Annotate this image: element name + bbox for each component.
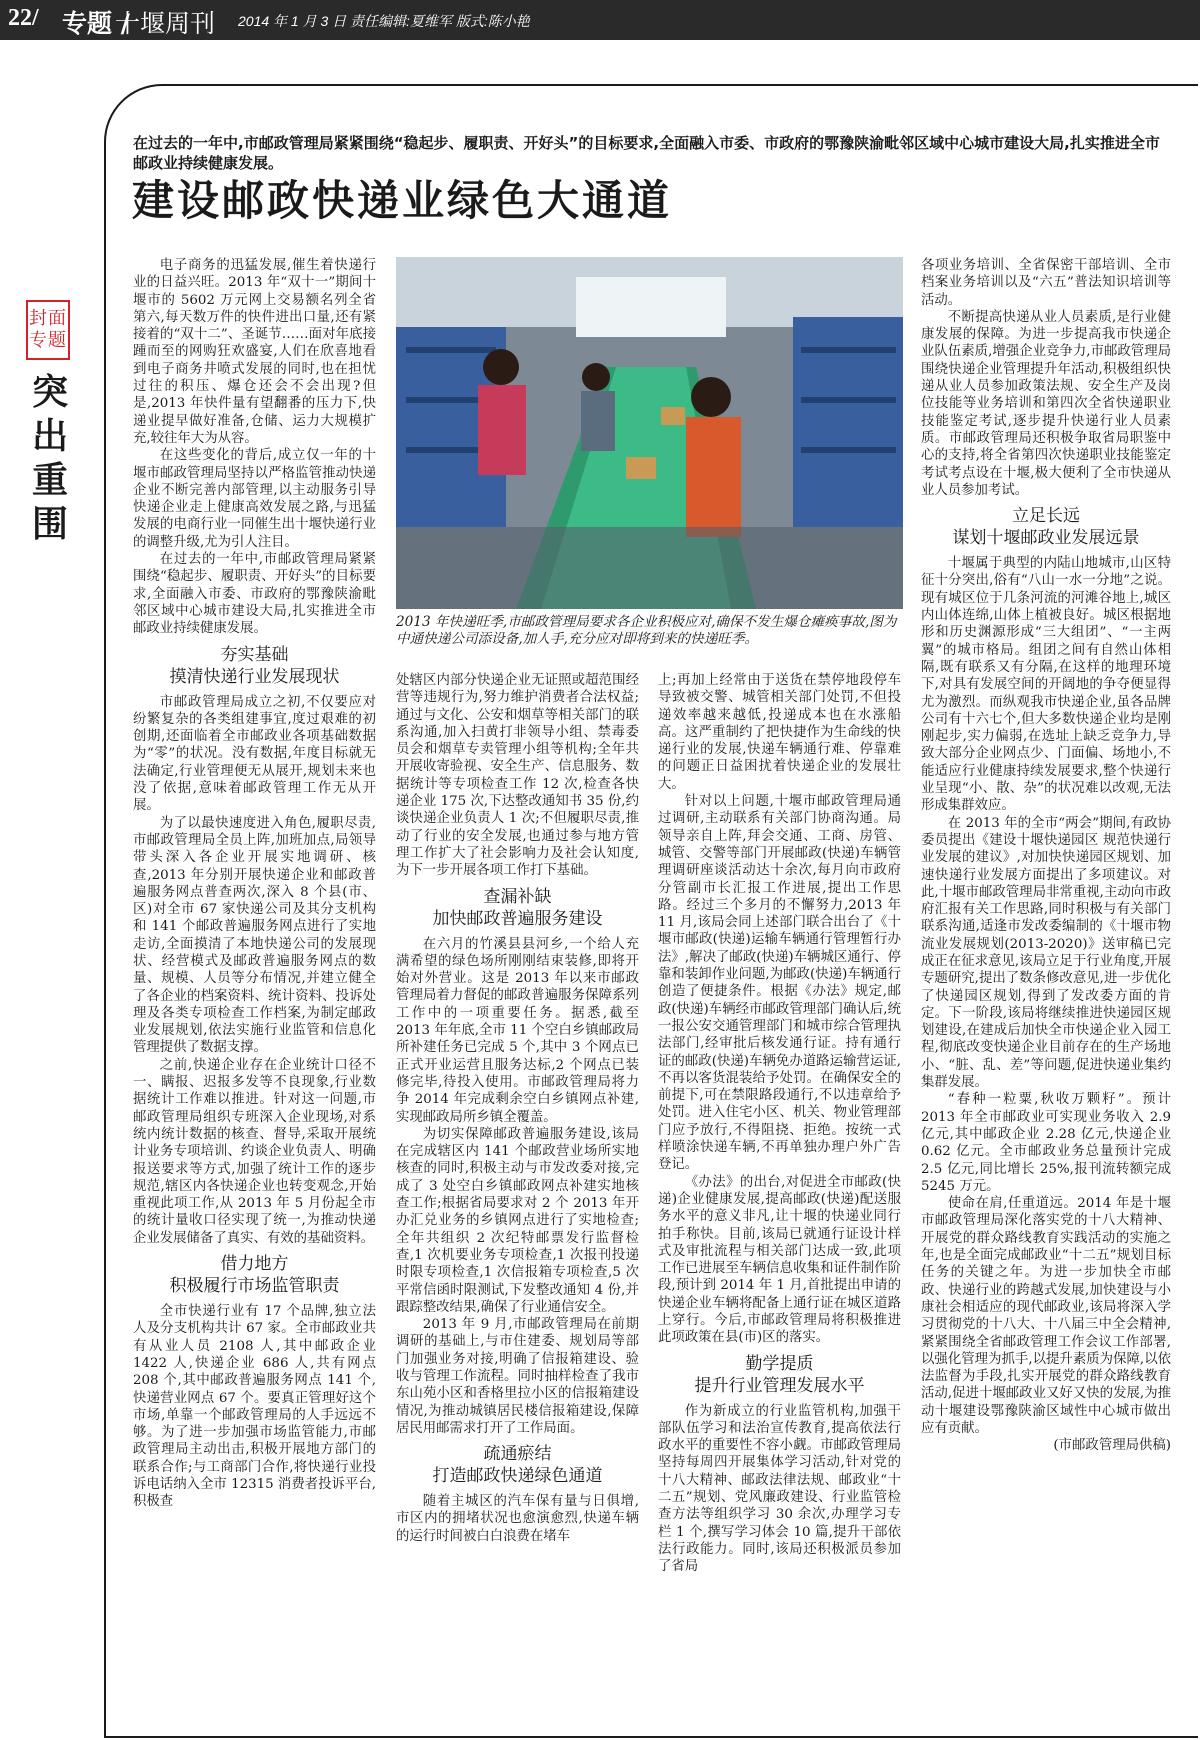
subheading-line-1: 立足长远	[1012, 506, 1080, 527]
paragraph: 全市快递行业有 17 个品牌,独立法人及分支机构共计 67 家。全市邮政业共有从业人员 2108 人,其中邮政企业 1422 人,快递企业 686 人,共有网点 208 个,其中邮政普遍服务网点 141 个,快递营业网点 67 个。要真正管理好这个市场,单靠一个邮政管理局的人手远远不够。为了进一步加强市场监管能力,市邮政管理局主动出击,积极开展地方部门的联系合作;与工商部门合作,将快递行业投诉电话纳入全市 12315 消费者投诉平台,积极查	[133, 1304, 376, 1510]
article-headline: 建设邮政快递业绿色大通道	[132, 176, 673, 225]
section-subheading	[921, 505, 1171, 549]
issue-info: 2014 年 1 月 3 日 责任编辑:夏维军 版式:陈小艳	[238, 13, 530, 29]
page-number: 22/	[8, 5, 39, 31]
page-header	[0, 0, 1200, 40]
warehouse-illustration	[396, 257, 903, 609]
section-subheading	[133, 644, 376, 688]
paragraph: 在这些变化的背后,成立仅一年的十堰市邮政管理局坚持以严格监管推动快递企业不断完善内部管理,以主动服务引导快递企业走上健康高效发展之路,与迅猛发展的电商行业一同催生出十堰快递行业的调整升级,尤为引人注目。	[133, 448, 376, 550]
article-lead: 在过去的一年中,市邮政管理局紧紧围绕“稳起步、履职责、开好头”的目标要求,全面融入市委、市政府的鄂豫陕渝毗邻区域中心城市建设大局,扎实推进全市邮政业持续健康发展。	[133, 134, 1160, 172]
paragraph: 市邮政管理局成立之初,不仅要应对纷繁复杂的各类组建事宜,度过艰难的初创期,还面临着全市邮政业各项基础数据为“零”的状况。没有数据,年度目标就无法确定,行业管理便无从展开,规划未来也没了依据,意味着邮政管理工作无从开展。	[133, 694, 376, 814]
paragraph: 2013 年 9 月,市邮政管理局在前期调研的基础上,与市住建委、规划局等部门加强业务对接,明确了信报箱建设、验收与管理工作流程。同时抽样检查了我市东山苑小区和香格里拉小区的信报箱建设情况,为推动城镇居民楼信报箱建设,保障居民用邮需求打开了工作局面。	[396, 1317, 639, 1436]
paragraph: 作为新成立的行业监管机构,加强干部队伍学习和法治宣传教育,提高依法行政水平的重要性不容小觑。市邮政管理局坚持每周四开展集体学习活动,针对党的十八大精神、邮政法律法规、邮政业“十二五”规划、党风廉政建设、行业监管检查方法等组织学习 30 余次,办理学习专栏 1 个,撰写学习体会 10 篇,提升干部依法行政能力。同时,该局还积极派员参加了省局	[658, 1403, 901, 1575]
article-column-3	[658, 672, 901, 1727]
subheading-line-2: 打造邮政快递绿色通道	[432, 1466, 603, 1487]
section-subheading	[133, 1253, 376, 1297]
section-subheading	[658, 1353, 901, 1397]
paragraph: 在过去的一年中,市邮政管理局紧紧围绕“稳起步、履职责、开好头”的目标要求,全面融入市委、市政府的鄂豫陕渝毗邻区域中心城市建设大局,扎实推进全市邮政业持续健康发展。	[133, 552, 376, 637]
warehouse-photo	[396, 257, 903, 609]
paragraph: 处辖区内部分快递企业无证照或超范围经营等违规行为,努力维护消费者合法权益;通过与文化、公安和烟草等相关部门的联系沟通,加入扫黄打非领导小组、禁毒委员会和烟草专卖管理小组等机构;全年共开展收寄验视、安全生产、信息服务、数据统计等专项检查工作 12 次,检查各快递企业 175 次,下达整改通知书 35 份,约谈快递企业负责人 1 次;不但履职尽责,推动了行业的安全发展,也通过参与地方管理工作扩大了社会影响力及社会认知度,为下一步开展各项工作打下基础。	[396, 673, 639, 879]
section-name: 专题 /	[62, 9, 130, 38]
paragraph: 针对以上问题,十堰市邮政管理局通过调研,主动联系有关部门协商沟通。局领导亲自上阵,拜会交通、工商、房管、城管、交警等部门开展邮政(快递)车辆管理调研座谈活动达十余次,每月向市政府分管副市长汇报工作进展,提出工作思路。经过三个多月的不懈努力,2013 年 11 月,该局会同上述部门联合出台了《十堰市邮政(快递)运输车辆通行管理暂行办法》,解决了邮政(快递)车辆城区通行、停靠和装卸作业问题,为邮政(快递)车辆通行创造了便捷条件。根据《办法》规定,邮政(快递)车辆经市邮政管理部门确认后,统一报公安交通管理部门和城市综合管理执法部门,经审批后核发通行证。持有通行证的邮政(快递)车辆免办道路运输营运证,不再以客货混装给予处罚。在确保安全的前提下,可在禁限路段通行,不以违章给予处罚。进入住宅小区、机关、物业管理部门应予放行,不得阻挠、拒绝。按统一式样喷涂快递车辆,不再单独办理户外广告登记。	[658, 794, 901, 1173]
paragraph: 在六月的竹溪县县河乡,一个给人充满希望的绿色场所刚刚结束装修,即将开始对外营业。这是 2013 年以来市邮政管理局着力督促的邮政普遍服务保障系列工作中的一项重要任务。据悉,截至 2013 年年底,全市 11 个空白乡镇邮政局所补建任务已完成 5 个,其中 3 个网点已正式开业运营且服务达标,2 个网点已装修完毕,待投入使用。市邮政管理局将力争 2014 年完成剩余空白乡镇网点补建,实现邮政局所乡镇全覆盖。	[396, 936, 639, 1125]
subheading-line-2: 提升行业管理发展水平	[694, 1375, 865, 1396]
subheading-line-2: 积极履行市场监管职责	[169, 1276, 340, 1297]
paragraph: 不断提高快递从业人员素质,是行业健康发展的保障。为进一步提高我市快递企业队伍素质,增强企业竞争力,市邮政管理局围绕快递企业管理提升年活动,积极组织快递从业人员参加政策法规、安全生产及岗位技能等业务培训和第四次全省快递职业技能鉴定考试,逐步提升快递行业人员素质。市邮政管理局还积极争取省局职鉴中心的支持,将全省第四次快递职业技能鉴定考试考点设在十堰,极大便利了全市快递从业人员参加考试。	[921, 309, 1171, 498]
paragraph: 《办法》的出台,对促进全市邮政(快递)企业健康发展,提高邮政(快递)配送服务水平的意义非凡,让十堰的快递业同行拍手称快。目前,该局已就通行证设计样式及审批流程与相关部门达成一致,此项工作已进展至车辆信息收集和证件制作阶段,预计到 2014 年 1 月,首批提出申请的快递企业车辆将配备上通行证在城区道路上穿行。今后,市邮政管理局将积极推进此项政策在县(市)区的落实。	[658, 1174, 901, 1346]
photo-caption: 2013 年快递旺季,市邮政管理局要求各企业积极应对,确保不发生爆仓瘫痪事故,图为中通快递公司添设备,加人手,充分应对即将到来的快递旺季。	[396, 614, 897, 647]
paragraph: 在 2013 年的全市“两会”期间,有政协委员提出《建设十堰快递园区 规范快递行业发展的建议》,对加快快递园区规划、加速快递行业发展方面提出了多项建议。对此,十堰市邮政管理局非常重视,主动向市政府汇报有关工作思路,同时积极与有关部门联系沟通,适逢市发改委编制的《十堰市物流业发展规划(2013-2020)》送审稿已完成正在征求意见,该局立足于行业角度,开展专题研究,提出了数条修改意见,进一步优化了快递园区规划,得到了发改委方面的肯定。下一阶段,该局将继续推进快递园区规划建设,在建成后加快全市快递企业入园工程,彻底改变快递企业目前存在的生产场地小、“脏、乱、差”等问题,促进快递业集约集群发展。	[921, 815, 1171, 1091]
paragraph: 随着主城区的汽车保有量与日俱增,市区内的拥堵状况也愈演愈烈,快递车辆的运行时间被白白浪费在堵车	[396, 1494, 639, 1544]
subheading-line-2: 摸清快递行业发展现状	[169, 666, 340, 687]
paragraph: 十堰属于典型的内陆山地城市,山区特征十分突出,俗有“八山一水一分地”之说。现有城区位于几条河流的河滩谷地上,城区内山体连绵,山体上植被良好。城区根据地形和历史渊源形成“三大组团”、“一主两翼”的城市格局。组团之间有自然山体相隔,既有联系又有分隔,在这样的地理环境下,对具有发展空间的开阔地的争夺便显得尤为激烈。而纵观我市快递企业,虽各品牌公司有十六七个,但大多数快递企业均是刚刚起步,实力偏弱,在选址上缺乏竞争力,导致大部分企业网点少、门面偏、场地小,不能适应行业健康持续发展要求,整个快递行业呈现“小、散、杂”的状况难以改观,无法形成集群效应。	[921, 556, 1171, 814]
subheading-line-1: 夯实基础	[220, 644, 289, 665]
paragraph: 为了以最快速度进入角色,履职尽责,市邮政管理局全员上阵,加班加点,局领导带头深入各企业开展实地调研、核查,2013 年分别开展快递企业和邮政普遍服务网点普查两次,深入 8 个县(市、区)对全市 67 家快递公司及其分支机构和 141 个邮政普遍服务网点进行了实地走访,全面摸清了本地快递公司的发展现状、经营模式及邮政普遍服务网点的数量、规模、人员等分布情况,并建立健全了各企业的档案资料、统计资料、投诉处理及各类专项检查工作档案,为制定邮政业发展规划,依法实施行业监管和信息化管理提供了数据支撑。	[133, 815, 376, 1056]
subheading-line-2: 谋划十堰邮政业发展远景	[952, 528, 1140, 549]
subheading-line-1: 疏通瘀结	[483, 1444, 552, 1465]
paragraph: 电子商务的迅猛发展,催生着快递行业的日益兴旺。2013 年“双十一”期间十堰市的 5602 万元网上交易额名列全省第六,每天数万件的快件进出口量,还有紧接着的“双十二”、圣诞节……面对年底接踵而至的网购狂欢盛宴,人们在欣喜地看到电子商务井喷式发展的同时,也在担忧过往的积压、爆仓还会不会出现?但是,2013 年快件量有望翻番的压力下,快递业提早做好准备,仓储、运力大规模扩充,较往年大为从容。	[133, 258, 376, 446]
article-column-1	[133, 257, 376, 1727]
paragraph: 为切实保障邮政普遍服务建设,该局在完成辖区内 141 个邮政营业场所实地核查的同时,积极主动与市发改委对接,完成了 3 处空白乡镇邮政网点补建实地核查工作;根据省局要求对 2 个 2013 年开办汇兑业务的乡镇网点进行了实地检查;全年共组织 2 次纪特邮票发行监督检查,1 次机要业务专项检查,1 次报刊投递时限专项检查,1 次信报箱专项检查,5 次平常信函时限测试,下发整改通知 4 份,并跟踪整改结果,确保了行业通信安全。	[396, 1126, 639, 1315]
sidebar-title: 突出重围	[31, 371, 68, 545]
section-subheading	[396, 886, 639, 930]
publication-name: 十堰周刊	[115, 9, 216, 38]
paragraph: 之前,快递企业存在企业统计口径不一、瞒报、迟报多发等不良现象,行业数据统计工作难以推进。针对这一问题,市邮政管理局组织专班深入企业现场,对系统内统计数据的核查、督导,采取开展统计业务专项培训、约谈企业负责人、明确报送要求等方式,加强了统计工作的逐步规范,辖区内各快递企业也转变观念,开始重视此项工作,从 2013 年 5 月份起全市的统计量收口径实现了统一,为推动快递企业发展储备了真实、有效的基础资料。	[133, 1057, 376, 1246]
paragraph: 各项业务培训、全省保密干部培训、全市档案业务培训以及“六五”普法知识培训等活动。	[921, 258, 1171, 308]
paragraph: 使命在肩,任重道远。2014 年是十堰市邮政管理局深化落实党的十八大精神、开展党的群众路线教育实践活动的实施之年,也是全面完成邮政业“十二五”规划目标任务的关键之年。为进一步加快全市邮政、快递行业的跨越式发展,加快建设与小康社会相适应的现代邮政业,该局将深入学习贯彻党的十八大、十八届三中全会精神,紧紧围绕全省邮政管理工作会议工作部署,以强化管理为抓手,以提升素质为保障,以依法监督为手段,扎实开展党的群众路线教育活动,促进十堰邮政业又好又快的发展,为推动十堰建设鄂豫陕渝区域性中心城市做出应有贡献。	[921, 1196, 1171, 1436]
subheading-line-1: 查漏补缺	[483, 886, 552, 907]
article-column-2	[396, 672, 639, 1727]
sidebar-tag: 封面专题	[26, 300, 70, 360]
article-column-4	[921, 257, 1171, 1727]
subheading-line-1: 勤学提质	[745, 1353, 814, 1374]
paragraph: 上;再加上经常由于送货在禁停地段停车导致被交警、城管相关部门处罚,不但投递效率越来越低,投递成本也在水涨船高。这严重制约了把快捷作为生命线的快递行业的发展,快递车辆通行难、停靠难的问题正日益困扰着快递企业的发展壮大。	[658, 673, 901, 792]
subheading-line-1: 借力地方	[220, 1254, 289, 1275]
subheading-line-2: 加快邮政普遍服务建设	[432, 908, 603, 929]
section-subheading	[396, 1443, 639, 1487]
article-credit: (市邮政管理局供稿)	[1053, 1438, 1171, 1454]
paragraph: “春种一粒粟,秋收万颗籽”。预计 2013 年全市邮政业可实现业务收入 2.9 亿元,其中邮政企业 2.28 亿元,快递企业 0.62 亿元。全市邮政业务总量预计完成 2.5 亿元,同比增长 25%,报刊流转额完成 5245 万元。	[921, 1092, 1171, 1194]
